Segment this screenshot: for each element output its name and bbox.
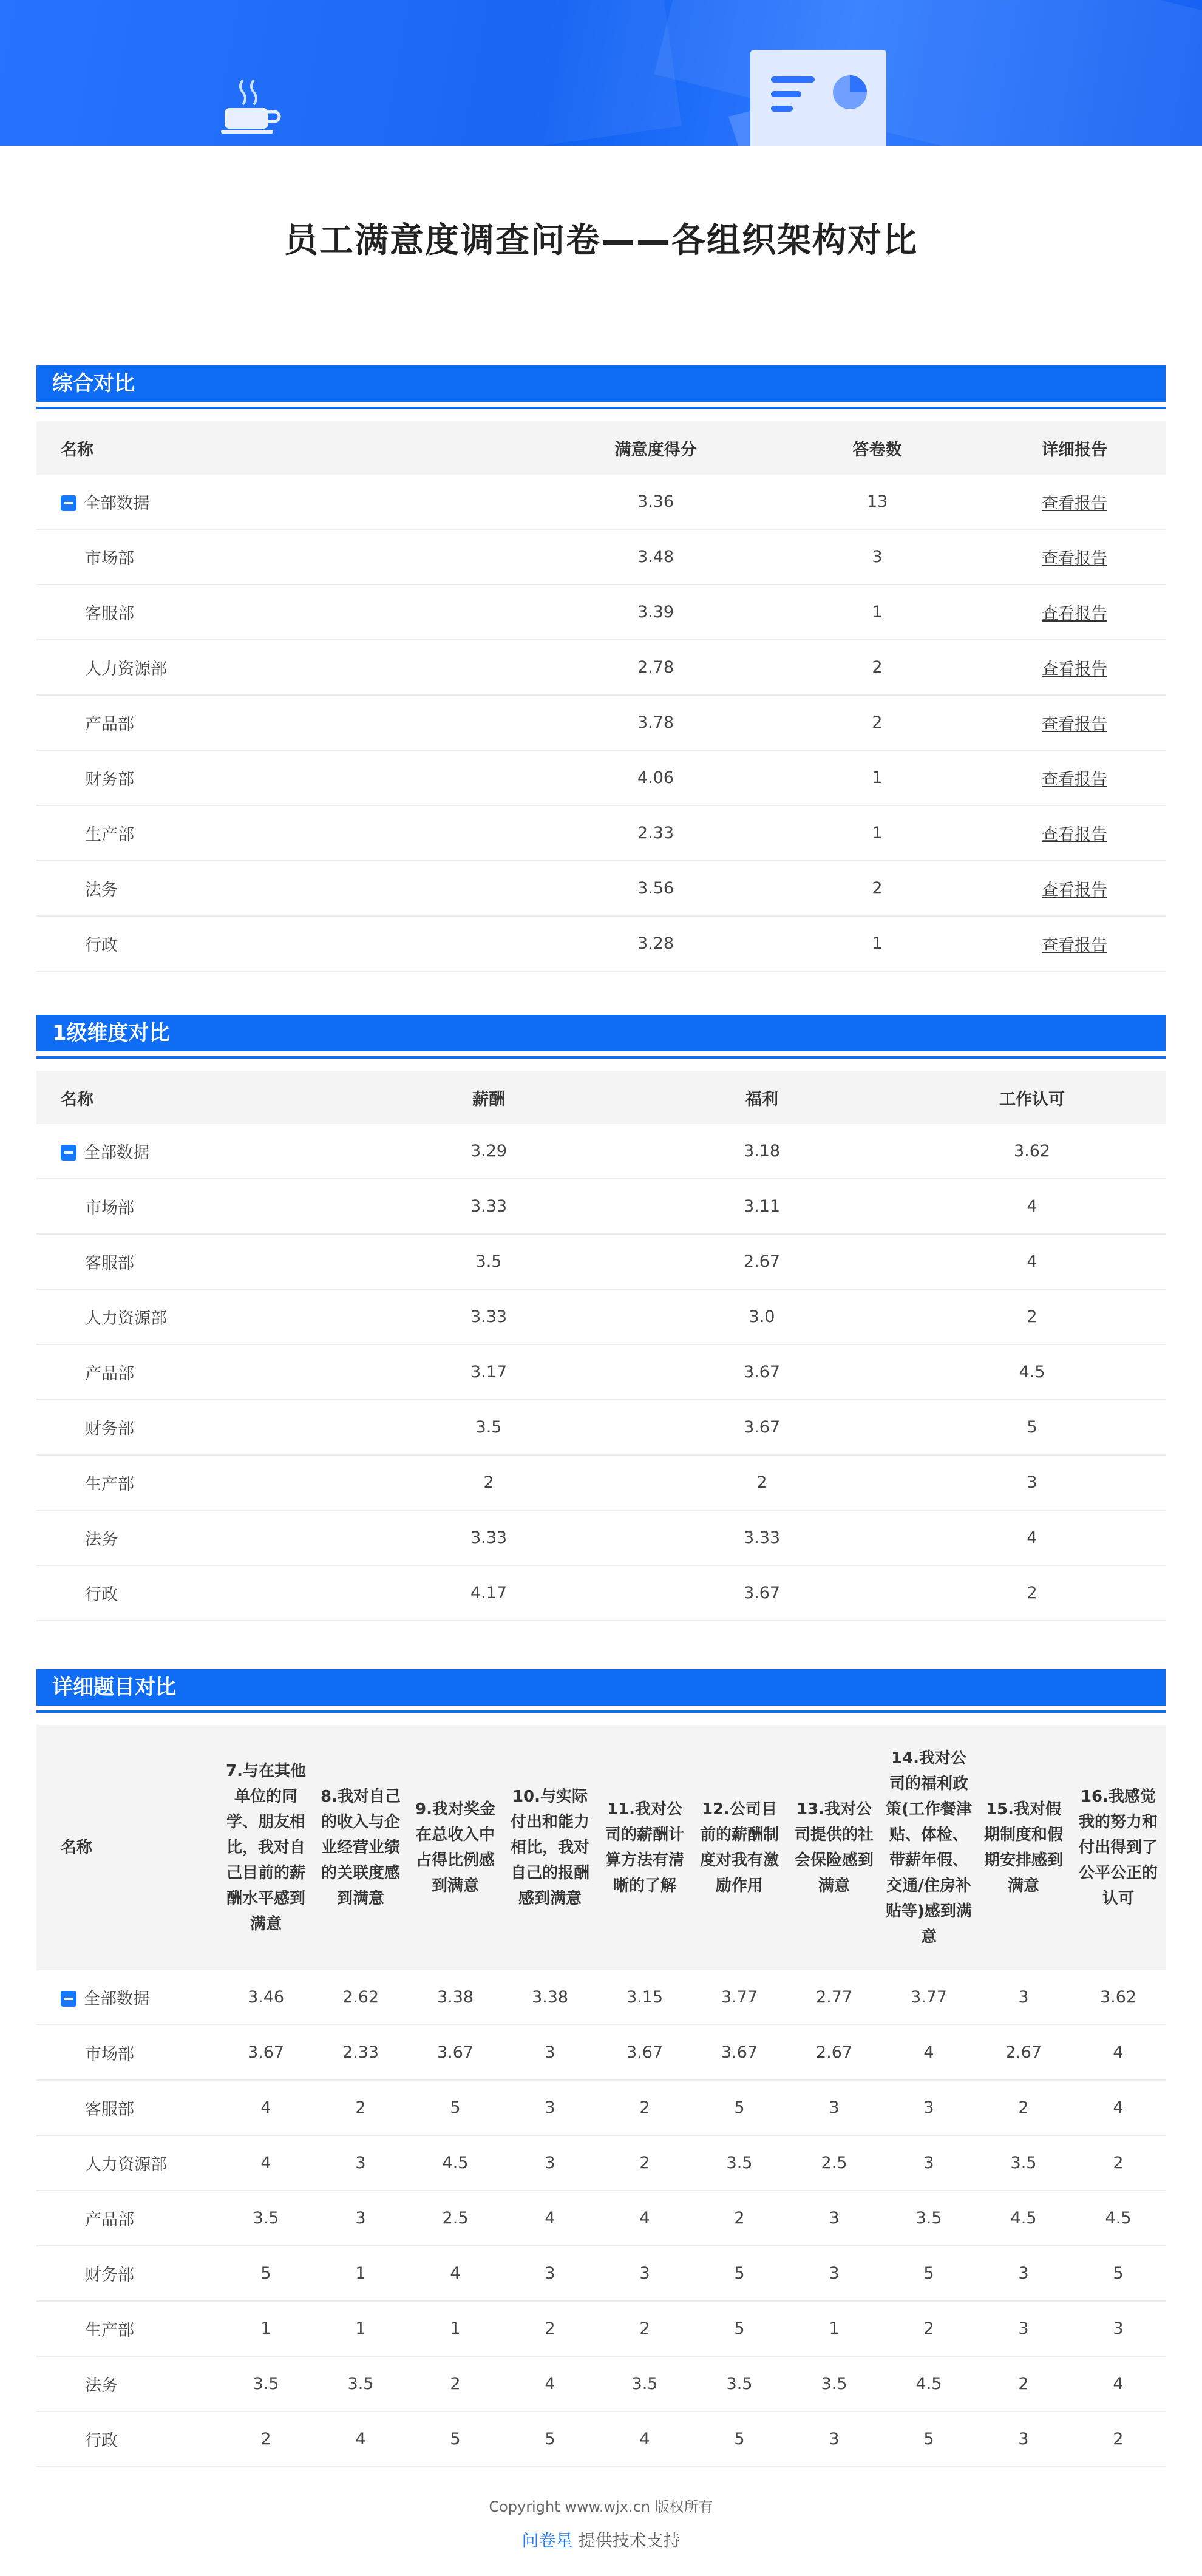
value-cell: 2: [408, 2356, 503, 2412]
summary-table: [36, 421, 1166, 972]
value-cell: 3.29: [352, 1124, 625, 1179]
row-name: 行政: [36, 916, 540, 971]
column-header: 名称: [36, 421, 540, 475]
score-cell: 3.48: [540, 529, 771, 585]
score-cell: 3.28: [540, 916, 771, 971]
value-cell: 2: [881, 2301, 976, 2356]
row-name: 法务: [36, 861, 540, 916]
table-row: [36, 1234, 1166, 1289]
score-cell: 4.06: [540, 750, 771, 805]
column-header: 名称: [36, 1071, 352, 1124]
table-row: [36, 916, 1166, 971]
column-header: 满意度得分: [540, 421, 771, 475]
value-cell: 3: [787, 2191, 881, 2246]
row-name: 市场部: [36, 529, 540, 585]
value-cell: 2: [597, 2080, 692, 2135]
value-cell: 4: [1071, 2025, 1166, 2080]
table-row: [36, 529, 1166, 585]
question-header: 9.我对奖金在总收入中占得比例感到满意: [408, 1725, 503, 1970]
row-name: 客服部: [36, 585, 540, 640]
value-cell: 3.15: [597, 1970, 692, 2025]
value-cell: 2: [597, 2135, 692, 2191]
column-header: 福利: [625, 1071, 898, 1124]
value-cell: 3.11: [625, 1179, 898, 1234]
row-name: 产品部: [36, 1344, 352, 1400]
table-row: [36, 1970, 1166, 2025]
value-cell: 3: [787, 2246, 881, 2301]
count-cell: 2: [771, 640, 983, 695]
table-row: [36, 2246, 1166, 2301]
question-header: 13.我对公司提供的社会保险感到满意: [787, 1725, 881, 1970]
value-cell: 3.5: [692, 2356, 787, 2412]
question-header: 12.公司目前的薪酬制度对我有激励作用: [692, 1725, 787, 1970]
table-row: [36, 1565, 1166, 1621]
value-cell: 4: [898, 1510, 1166, 1565]
value-cell: 3: [313, 2135, 408, 2191]
value-cell: 2: [898, 1565, 1166, 1621]
detail-section: [36, 1669, 1166, 2467]
row-name: 产品部: [36, 695, 540, 750]
count-cell: 13: [771, 475, 983, 529]
table-row: [36, 2301, 1166, 2356]
view-report-link[interactable]: 查看报告: [1042, 881, 1107, 900]
score-cell: 2.33: [540, 805, 771, 861]
value-cell: 3: [787, 2080, 881, 2135]
value-cell: 4: [219, 2135, 313, 2191]
question-header: 14.我对公司的福利政策(工作餐津贴、体检、带薪年假、交通/住房补贴等)感到满意: [881, 1725, 976, 1970]
value-cell: 2: [1071, 2135, 1166, 2191]
value-cell: 2: [1071, 2412, 1166, 2467]
value-cell: 2.5: [408, 2191, 503, 2246]
value-cell: 4.5: [881, 2356, 976, 2412]
value-cell: 5: [692, 2246, 787, 2301]
value-cell: 3.38: [408, 1970, 503, 2025]
value-cell: 3: [787, 2412, 881, 2467]
table-row: [36, 1400, 1166, 1455]
value-cell: 4: [597, 2412, 692, 2467]
value-cell: 4.5: [408, 2135, 503, 2191]
view-report-link[interactable]: 查看报告: [1042, 825, 1107, 844]
view-report-link[interactable]: 查看报告: [1042, 605, 1107, 623]
table-row: [36, 805, 1166, 861]
count-cell: 1: [771, 585, 983, 640]
value-cell: 5: [408, 2080, 503, 2135]
value-cell: 5: [692, 2080, 787, 2135]
value-cell: 3.5: [976, 2135, 1071, 2191]
score-cell: 3.56: [540, 861, 771, 916]
table-row: [36, 1455, 1166, 1510]
value-cell: 4: [313, 2412, 408, 2467]
view-report-link[interactable]: 查看报告: [1042, 715, 1107, 734]
value-cell: 2: [503, 2301, 597, 2356]
table-row: [36, 2412, 1166, 2467]
value-cell: 3.33: [352, 1510, 625, 1565]
table-row: [36, 861, 1166, 916]
support-text: [0, 2527, 1202, 2552]
view-report-link[interactable]: 查看报告: [1042, 936, 1107, 955]
row-name: 财务部: [36, 1400, 352, 1455]
value-cell: 5: [692, 2412, 787, 2467]
value-cell: 3: [503, 2025, 597, 2080]
value-cell: 3: [881, 2080, 976, 2135]
brand-link[interactable]: 问卷星: [521, 2530, 573, 2551]
value-cell: 4: [1071, 2080, 1166, 2135]
value-cell: 3.77: [881, 1970, 976, 2025]
value-cell: 2: [219, 2412, 313, 2467]
table-row: [36, 750, 1166, 805]
question-header: 10.与实际付出和能力相比，我对自己的报酬感到满意: [503, 1725, 597, 1970]
view-report-link[interactable]: 查看报告: [1042, 549, 1107, 568]
collapse-icon[interactable]: [61, 495, 76, 511]
value-cell: 2.77: [787, 1970, 881, 2025]
value-cell: 3.18: [625, 1124, 898, 1179]
value-cell: 3.0: [625, 1289, 898, 1344]
value-cell: 2: [898, 1289, 1166, 1344]
value-cell: 1: [313, 2301, 408, 2356]
table-row: [36, 2080, 1166, 2135]
copyright-text: Copyright www.wjx.cn 版权所有: [489, 2498, 713, 2515]
row-name: 人力资源部: [36, 1289, 352, 1344]
detail-table: [36, 1725, 1166, 2467]
question-header: 8.我对自己的收入与企业经营业绩的关联度感到满意: [313, 1725, 408, 1970]
value-cell: 4: [881, 2025, 976, 2080]
value-cell: 4: [1071, 2356, 1166, 2412]
column-header: 详细报告: [983, 421, 1166, 475]
value-cell: 3: [976, 2246, 1071, 2301]
score-cell: 2.78: [540, 640, 771, 695]
value-cell: 4.17: [352, 1565, 625, 1621]
value-cell: 2: [597, 2301, 692, 2356]
row-name: 全部数据: [84, 494, 149, 513]
table-row: [36, 585, 1166, 640]
value-cell: 4: [408, 2246, 503, 2301]
table-header-row: [36, 1071, 1166, 1124]
score-cell: 3.78: [540, 695, 771, 750]
banner-decoration: [0, 0, 682, 146]
table-row: [36, 1344, 1166, 1400]
value-cell: 5: [898, 1400, 1166, 1455]
value-cell: 3.67: [625, 1344, 898, 1400]
coffee-cup-icon: [219, 73, 285, 140]
row-name: 法务: [36, 2356, 219, 2412]
row-name: 行政: [36, 2412, 219, 2467]
dimension-section: [36, 1015, 1166, 1621]
count-cell: 3: [771, 529, 983, 585]
table-row: [36, 2135, 1166, 2191]
value-cell: 3.38: [503, 1970, 597, 2025]
value-cell: 1: [219, 2301, 313, 2356]
value-cell: 2.5: [787, 2135, 881, 2191]
value-cell: 3: [976, 1970, 1071, 2025]
value-cell: 1: [313, 2246, 408, 2301]
count-cell: 1: [771, 805, 983, 861]
value-cell: 3: [898, 1455, 1166, 1510]
value-cell: 3.33: [352, 1289, 625, 1344]
value-cell: 2.67: [976, 2025, 1071, 2080]
value-cell: 3: [313, 2191, 408, 2246]
row-name: 客服部: [36, 1234, 352, 1289]
row-name: 产品部: [36, 2191, 219, 2246]
value-cell: 3.17: [352, 1344, 625, 1400]
row-name: 法务: [36, 1510, 352, 1565]
view-report-link[interactable]: 查看报告: [1042, 494, 1107, 513]
value-cell: 5: [1071, 2246, 1166, 2301]
summary-section: [36, 365, 1166, 972]
value-cell: 3.62: [898, 1124, 1166, 1179]
page-title: 员工满意度调查问卷——各组织架构对比: [284, 221, 918, 260]
value-cell: 3: [503, 2080, 597, 2135]
question-header: 7.与在其他单位的同学、朋友相比，我对自己目前的薪酬水平感到满意: [219, 1725, 313, 1970]
value-cell: 1: [787, 2301, 881, 2356]
value-cell: 3.77: [692, 1970, 787, 2025]
row-name: 生产部: [36, 1455, 352, 1510]
row-name: 客服部: [36, 2080, 219, 2135]
value-cell: 3.5: [219, 2191, 313, 2246]
value-cell: 5: [219, 2246, 313, 2301]
value-cell: 2: [976, 2080, 1071, 2135]
value-cell: 2: [313, 2080, 408, 2135]
value-cell: 1: [408, 2301, 503, 2356]
count-cell: 1: [771, 750, 983, 805]
value-cell: 4: [219, 2080, 313, 2135]
value-cell: 4: [503, 2191, 597, 2246]
value-cell: 4: [898, 1234, 1166, 1289]
question-header: 11.我对公司的薪酬计算方法有清晰的了解: [597, 1725, 692, 1970]
value-cell: 3.46: [219, 1970, 313, 2025]
count-cell: 2: [771, 695, 983, 750]
value-cell: 5: [881, 2412, 976, 2467]
value-cell: 3.5: [313, 2356, 408, 2412]
row-name: 行政: [36, 1565, 352, 1621]
score-cell: 3.36: [540, 475, 771, 529]
view-report-link[interactable]: 查看报告: [1042, 770, 1107, 789]
row-name: 全部数据: [84, 1990, 149, 2008]
value-cell: 2: [352, 1455, 625, 1510]
value-cell: 5: [408, 2412, 503, 2467]
value-cell: 3: [503, 2246, 597, 2301]
table-row: [36, 695, 1166, 750]
value-cell: 4.5: [898, 1344, 1166, 1400]
value-cell: 3.5: [219, 2356, 313, 2412]
value-cell: 2.67: [787, 2025, 881, 2080]
table-header-row: [36, 1725, 1166, 1970]
value-cell: 5: [503, 2412, 597, 2467]
value-cell: 4.5: [1071, 2191, 1166, 2246]
value-cell: 2.62: [313, 1970, 408, 2025]
value-cell: 3.5: [352, 1400, 625, 1455]
value-cell: 2: [976, 2356, 1071, 2412]
report-document-icon: [728, 50, 892, 146]
score-cell: 3.39: [540, 585, 771, 640]
table-row: [36, 1179, 1166, 1234]
header-banner: [0, 0, 1202, 146]
value-cell: 3.67: [625, 1565, 898, 1621]
view-report-link[interactable]: 查看报告: [1042, 660, 1107, 679]
row-name: 市场部: [36, 2025, 219, 2080]
value-cell: 3.67: [597, 2025, 692, 2080]
table-row: [36, 1510, 1166, 1565]
value-cell: 3.33: [352, 1179, 625, 1234]
column-header: 答卷数: [771, 421, 983, 475]
value-cell: 4: [898, 1179, 1166, 1234]
value-cell: 3.5: [597, 2356, 692, 2412]
count-cell: 1: [771, 916, 983, 971]
value-cell: 4: [503, 2356, 597, 2412]
value-cell: 3: [1071, 2301, 1166, 2356]
value-cell: 3: [881, 2135, 976, 2191]
value-cell: 3.67: [692, 2025, 787, 2080]
value-cell: 3.33: [625, 1510, 898, 1565]
value-cell: 3.5: [352, 1234, 625, 1289]
value-cell: 2.33: [313, 2025, 408, 2080]
row-name: 人力资源部: [36, 2135, 219, 2191]
value-cell: 3.67: [408, 2025, 503, 2080]
table-row: [36, 2191, 1166, 2246]
value-cell: 3: [503, 2135, 597, 2191]
value-cell: 3.67: [219, 2025, 313, 2080]
table-header-row: [36, 421, 1166, 475]
table-row: [36, 1124, 1166, 1179]
value-cell: 3: [976, 2301, 1071, 2356]
row-name: 生产部: [36, 805, 540, 861]
collapse-icon[interactable]: [61, 1145, 76, 1161]
column-header: 工作认可: [898, 1071, 1166, 1124]
value-cell: 3.67: [625, 1400, 898, 1455]
value-cell: 2: [692, 2191, 787, 2246]
value-cell: 2.67: [625, 1234, 898, 1289]
column-header: 薪酬: [352, 1071, 625, 1124]
row-name: 生产部: [36, 2301, 219, 2356]
support-label: 提供技术支持: [572, 2530, 681, 2551]
value-cell: 3: [597, 2246, 692, 2301]
row-name: 市场部: [36, 1179, 352, 1234]
question-header: 15.我对假期制度和假期安排感到满意: [976, 1725, 1071, 1970]
table-row: [36, 1289, 1166, 1344]
value-cell: 2: [625, 1455, 898, 1510]
table-row: [36, 640, 1166, 695]
value-cell: 5: [692, 2301, 787, 2356]
value-cell: 4.5: [976, 2191, 1071, 2246]
question-header: 16.我感觉我的努力和付出得到了公平公正的认可: [1071, 1725, 1166, 1970]
value-cell: 4: [597, 2191, 692, 2246]
section-heading: 详细题目对比: [36, 1669, 1166, 1706]
section-heading: 1级维度对比: [36, 1015, 1166, 1051]
value-cell: 5: [881, 2246, 976, 2301]
value-cell: 3.5: [692, 2135, 787, 2191]
column-header: 名称: [36, 1725, 219, 1970]
row-name: 财务部: [36, 2246, 219, 2301]
value-cell: 3.5: [787, 2356, 881, 2412]
table-row: [36, 475, 1166, 529]
count-cell: 2: [771, 861, 983, 916]
value-cell: 3.5: [881, 2191, 976, 2246]
dimension-table: [36, 1071, 1166, 1621]
section-heading: 综合对比: [36, 365, 1166, 402]
value-cell: 3: [976, 2412, 1071, 2467]
table-row: [36, 2356, 1166, 2412]
row-name: 全部数据: [84, 1144, 149, 1162]
table-row: [36, 2025, 1166, 2080]
collapse-icon[interactable]: [61, 1991, 76, 2007]
row-name: 财务部: [36, 750, 540, 805]
row-name: 人力资源部: [36, 640, 540, 695]
value-cell: 3.62: [1071, 1970, 1166, 2025]
